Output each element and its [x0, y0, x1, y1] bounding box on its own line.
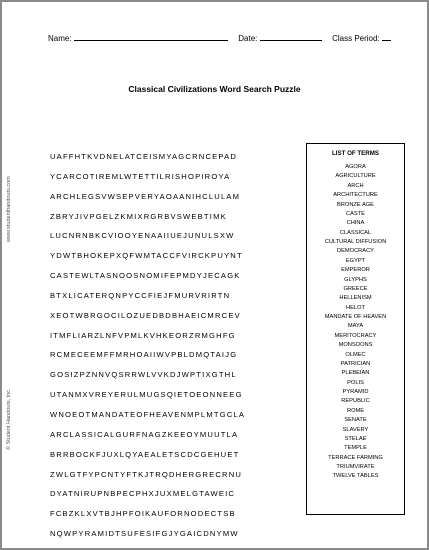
term-item: SLAVERY: [342, 426, 369, 433]
date-label: Date:: [238, 34, 258, 43]
puzzle-row: YCARCOTIREMLWTETTILRISHOPIROYA: [50, 171, 231, 181]
side-website-text: www.studenthandouts.com: [6, 176, 12, 242]
term-item: EMPEROR: [341, 267, 370, 274]
side-copyright-text: © Student Handouts, Inc.: [6, 388, 12, 450]
term-item: ROME: [346, 407, 365, 414]
term-item: MANDATE OF HEAVEN: [324, 314, 387, 320]
term-item: DEMOCRACY: [337, 248, 374, 255]
term-item: TRIUMVIRATE: [336, 464, 375, 470]
puzzle-row: NQWPYRAMIDTSUFESIFGJYGAICDNYMW: [50, 529, 239, 539]
puzzle-title: Classical Civilizations Word Search Puzzle: [128, 84, 301, 94]
worksheet-page: [2, 2, 427, 548]
term-item: AGORA: [345, 164, 366, 170]
terms-list-box: [306, 143, 405, 515]
puzzle-row: ZWLGTFYPCNTYFTKJTRQDHERGRECRNU: [50, 469, 243, 479]
puzzle-row: YDWTBHOKEPXQFWMTACCFVIRCKPUYNT: [50, 251, 243, 261]
term-item: PYRAMID: [342, 389, 369, 395]
terms-list: [307, 163, 404, 482]
term-item: PLEBEIAN: [341, 370, 370, 377]
terms-list-title: LIST OF TERMS: [331, 150, 380, 157]
puzzle-row: FCBZKLXVTBJHPFOIKAUFORNODECTSB: [50, 509, 236, 519]
term-item: CLASSICAL: [339, 229, 372, 236]
term-item: MONSOONS: [338, 342, 373, 349]
term-item: HELLENISM: [339, 295, 372, 302]
puzzle-row: XEOTWBRGOCILOZUEDBDBHAEICMRCEV: [50, 310, 241, 320]
puzzle-row: GOSIZPZNNVQSRRWLVVKDJWPTIXGTHL: [50, 370, 237, 380]
term-item: GREECE: [343, 285, 368, 292]
term-item: OLMEC: [345, 351, 366, 358]
puzzle-row: UAFFHTKVDNELATCEISMYAGCRNCEPAD: [50, 152, 238, 161]
puzzle-row: CASTEWLTASNOOSNOMIFEPMDYJECAGK: [50, 271, 241, 281]
term-item: TERRACE FARMING: [328, 454, 383, 461]
letter-grid: [50, 147, 245, 544]
date-blank[interactable]: [260, 32, 322, 41]
puzzle-row: BRRBOCKFJUXLQYAEALETSCDCGEHUET: [50, 449, 240, 459]
term-item: CULTURAL DIFFUSION: [324, 239, 387, 245]
puzzle-row: ARCHLEGSVWSEPVERYAOAANIHCLULAM: [50, 191, 241, 201]
term-item: STELAE: [344, 435, 367, 442]
term-item: AGRICULTURE: [335, 173, 376, 180]
term-item: TWELVE TABLES: [332, 473, 379, 480]
puzzle-row: ARCLASSICALGURFNAGZKEEOYMUUTLA: [50, 429, 239, 439]
term-item: REPUBLIC: [341, 398, 370, 405]
term-item: HELOT: [346, 304, 365, 311]
class-period-blank[interactable]: [382, 32, 391, 41]
header-fields: [48, 32, 391, 43]
term-item: MAYA: [347, 323, 364, 330]
term-item: ARCH: [347, 182, 364, 189]
puzzle-row: WNOEOTMANDATEOFHEAVENMPLMTGCLA: [50, 409, 246, 419]
term-item: SENATE: [344, 417, 367, 424]
term-item: ARCHITECTURE: [333, 192, 378, 199]
puzzle-row: BTXLICATERQNPYCCFIEJFMURVRIRTN: [50, 290, 231, 300]
puzzle-row: DYATNIRUPNBPECPHXJUXMELGTAWEIC: [50, 489, 236, 499]
puzzle-row: LUCNRNBKCVIOOYENAAIIUEJUNULSXW: [50, 231, 235, 241]
puzzle-row: ZBRYJIVPGELZKMIXRGRBVSWEBTIMK: [50, 211, 227, 221]
term-item: TEMPLE: [344, 445, 367, 452]
puzzle-row: UTANMXVREYERULMUGSQIETOEONNEEG: [50, 390, 243, 400]
puzzle-row: RCMECEEMFFMRHOAIIWVPBLDMQTAIJG: [50, 350, 238, 360]
term-item: PATRICIAN: [340, 360, 371, 367]
class-period-label: Class Period:: [332, 34, 380, 43]
term-item: MERITOCRACY: [334, 332, 377, 339]
term-item: EGYPT: [345, 257, 366, 264]
term-item: GLYPHS: [344, 276, 367, 283]
term-item: CHINA: [346, 220, 365, 227]
puzzle-row: ITMFLIARZLNFVPMLKVHKEORZRMGHFG: [50, 330, 236, 340]
term-item: POLIS: [347, 379, 364, 386]
name-blank[interactable]: [74, 32, 228, 41]
term-item: CASTE: [346, 210, 365, 217]
term-item: BRONZE AGE: [337, 201, 374, 208]
name-label: Name:: [48, 34, 72, 43]
